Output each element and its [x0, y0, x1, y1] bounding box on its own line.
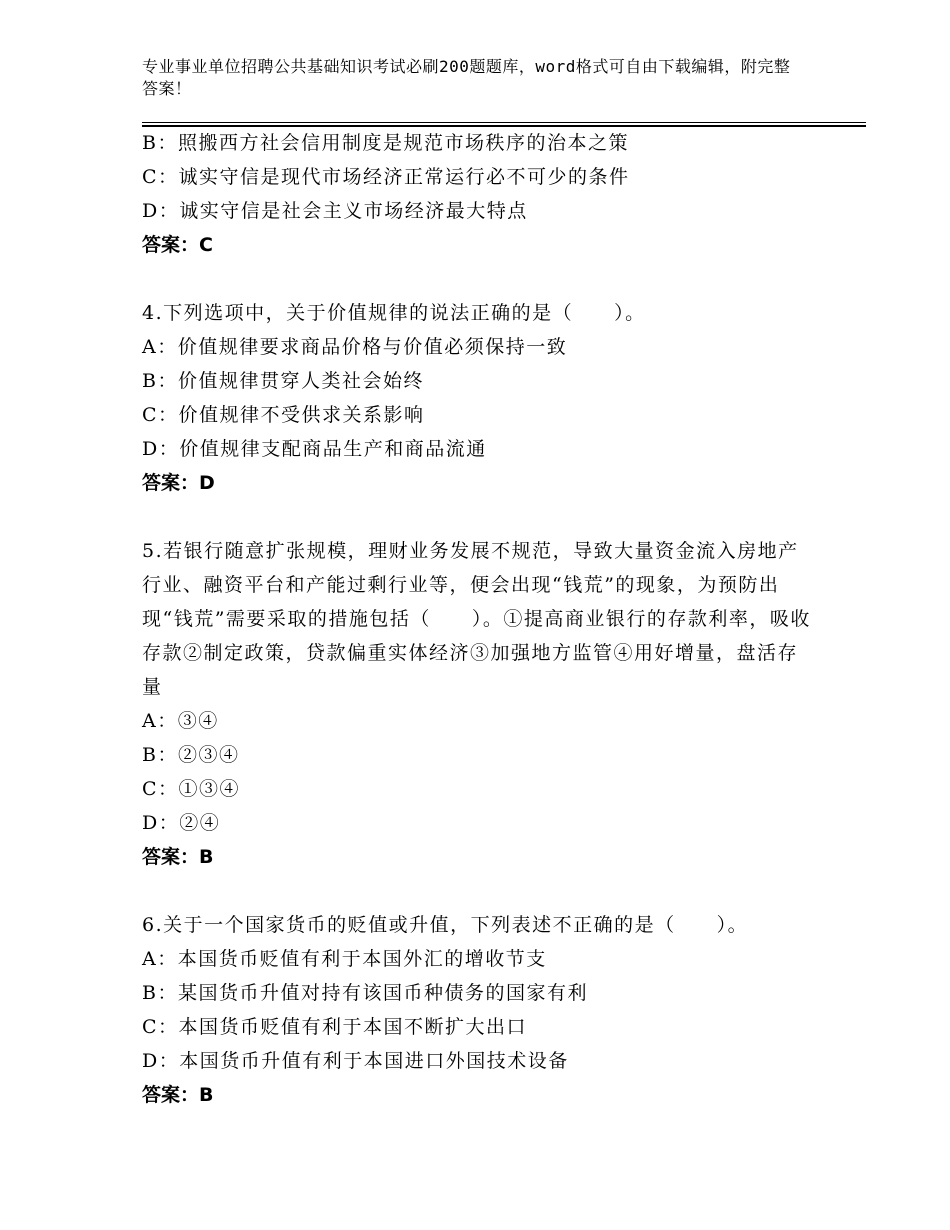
spacer	[142, 500, 812, 534]
question-stem: 6.关于一个国家货币的贬值或升值，下列表述不正确的是（ ）。	[142, 914, 749, 936]
question-3-tail	[142, 126, 812, 262]
question-6	[142, 908, 812, 1112]
option-b: B：照搬西方社会信用制度是规范市场秩序的治本之策	[142, 132, 629, 154]
option-c: C：诚实守信是现代市场经济正常运行必不可少的条件	[142, 166, 630, 188]
option-d: D：诚实守信是社会主义市场经济最大特点	[142, 200, 528, 222]
option-d: D：本国货币升值有利于本国进口外国技术设备	[142, 1050, 569, 1072]
question-stem: 5.若银行随意扩张规模，理财业务发展不规范，导致大量资金流入房地产行业、融资平台和产能过剩行业等，便会出现“钱荒”的现象，为预防出现“钱荒”需要采取的措施包括（ ）。①提高商业银行的存款利率，吸收存款②制定政策，贷款偏重实体经济③加强地方监管④用好增量，盘活存量	[142, 540, 811, 698]
question-4	[142, 296, 812, 500]
answer-label: 答案：C	[142, 234, 213, 256]
question-5	[142, 534, 812, 874]
option-b: B：价值规律贯穿人类社会始终	[142, 370, 424, 392]
answer-label: 答案：D	[142, 472, 215, 494]
option-d: D：②④	[142, 812, 221, 834]
answer-label: 答案：B	[142, 1084, 214, 1106]
option-c: C：①③④	[142, 778, 241, 800]
page-header: 专业事业单位招聘公共基础知识考试必刷200题题库，word格式可自由下载编辑，附完整答案！	[142, 57, 791, 98]
option-b: B：某国货币升值对持有该国币种债务的国家有利	[142, 982, 588, 1004]
option-a: A：价值规律要求商品价格与价值必须保持一致	[142, 336, 568, 358]
option-d: D：价值规律支配商品生产和商品流通	[142, 438, 487, 460]
question-list	[142, 126, 812, 1112]
header-rule-thin	[142, 122, 866, 123]
option-c: C：本国货币贬值有利于本国不断扩大出口	[142, 1016, 528, 1038]
answer-label: 答案：B	[142, 846, 214, 868]
option-b: B：②③④	[142, 744, 240, 766]
question-stem: 4.下列选项中，关于价值规律的说法正确的是（ ）。	[142, 302, 646, 324]
spacer	[142, 874, 812, 908]
option-c: C：价值规律不受供求关系影响	[142, 404, 425, 426]
option-a: A：③④	[142, 710, 219, 732]
option-a: A：本国货币贬值有利于本国外汇的增收节支	[142, 948, 547, 970]
spacer	[142, 262, 812, 296]
